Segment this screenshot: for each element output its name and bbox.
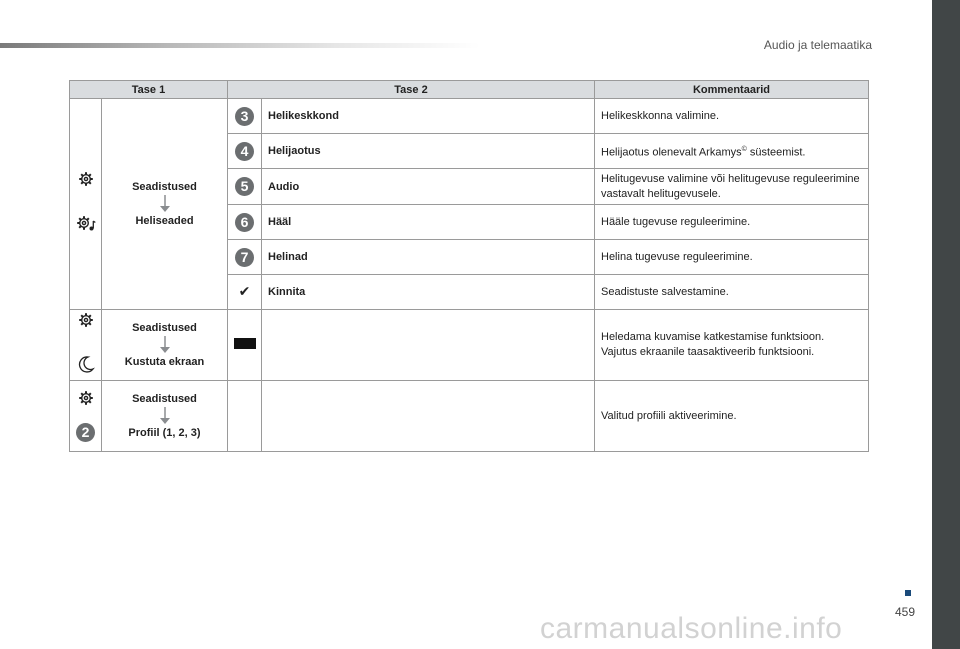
- group2-icons: [70, 310, 102, 381]
- badge-2-icon: 2: [76, 423, 95, 442]
- group1-icons: [70, 99, 102, 310]
- arrow-down-icon: [159, 407, 171, 425]
- arrow-down-icon: [159, 195, 171, 213]
- table-row: [70, 310, 869, 381]
- gear-icon: [78, 312, 94, 333]
- arrow-down-icon: [159, 336, 171, 354]
- level1-bottom-label: Kustuta ekraan: [124, 356, 205, 368]
- level1-top-label: Seadistused: [132, 322, 197, 334]
- copyright-sup: ©: [741, 145, 747, 153]
- gear-music-icon: [76, 214, 96, 237]
- level2-name: Hääl: [262, 205, 595, 240]
- badge-4-icon: 4: [235, 142, 254, 161]
- level2-name: Audio: [262, 169, 595, 205]
- moon-icon: [77, 355, 95, 378]
- comment-text: Helina tugevuse reguleerimine.: [595, 240, 869, 275]
- level2-name: Helijaotus: [262, 134, 595, 169]
- comment-text: Hääle tugevuse reguleerimine.: [595, 205, 869, 240]
- group2-level1: [102, 310, 228, 381]
- header-level2: Tase 2: [228, 81, 595, 99]
- badge-3-icon: 3: [235, 107, 254, 126]
- comment-text: Seadistuste salvestamine.: [595, 275, 869, 310]
- level1-top-label: Seadistused: [132, 181, 197, 193]
- right-edge-strip: [932, 0, 960, 649]
- level2-name: Helikeskkond: [262, 99, 595, 134]
- screen-off-icon: [234, 338, 256, 349]
- checkmark-icon: ✔: [238, 283, 251, 299]
- header-level1: Tase 1: [70, 81, 228, 99]
- level1-bottom-label: Profiil (1, 2, 3): [128, 427, 201, 439]
- top-gradient-bar: [0, 43, 480, 48]
- table-row: [70, 99, 869, 134]
- level2-name: Helinad: [262, 240, 595, 275]
- comment-text: Heledama kuvamise katkestamise funktsioon. Vajutus ekraanile taasaktiveerib funktsiooni.: [595, 310, 869, 381]
- group3-icons: [70, 381, 102, 452]
- group3-level1: [102, 381, 228, 452]
- gear-icon: [78, 390, 94, 411]
- badge-5-icon: 5: [235, 177, 254, 196]
- badge-6-icon: 6: [235, 213, 254, 232]
- gear-icon: [78, 171, 94, 192]
- comment-text: Helikeskkonna valimine.: [595, 99, 869, 134]
- comment-text: Helijaotus olenevalt Arkamys© süsteemist.: [595, 134, 869, 169]
- group1-level1: [102, 99, 228, 310]
- settings-table: [69, 80, 869, 452]
- level1-top-label: Seadistused: [132, 393, 197, 405]
- comment-text: Valitud profiili aktiveerimine.: [595, 381, 869, 452]
- section-title: Audio ja telemaatika: [763, 38, 872, 52]
- watermark: carmanualsonline.info: [540, 612, 843, 645]
- page-number: 459: [895, 605, 916, 619]
- table-header-row: [70, 81, 869, 99]
- table-row: [70, 381, 869, 452]
- level1-bottom-label: Heliseaded: [135, 215, 194, 227]
- badge-7-icon: 7: [235, 248, 254, 267]
- level2-name: Kinnita: [262, 275, 595, 310]
- header-comment: Kommentaarid: [595, 81, 869, 99]
- page-marker: [905, 590, 911, 596]
- comment-text: Helitugevuse valimine või helitugevuse reguleerimine vastavalt helitugevusele.: [595, 169, 869, 205]
